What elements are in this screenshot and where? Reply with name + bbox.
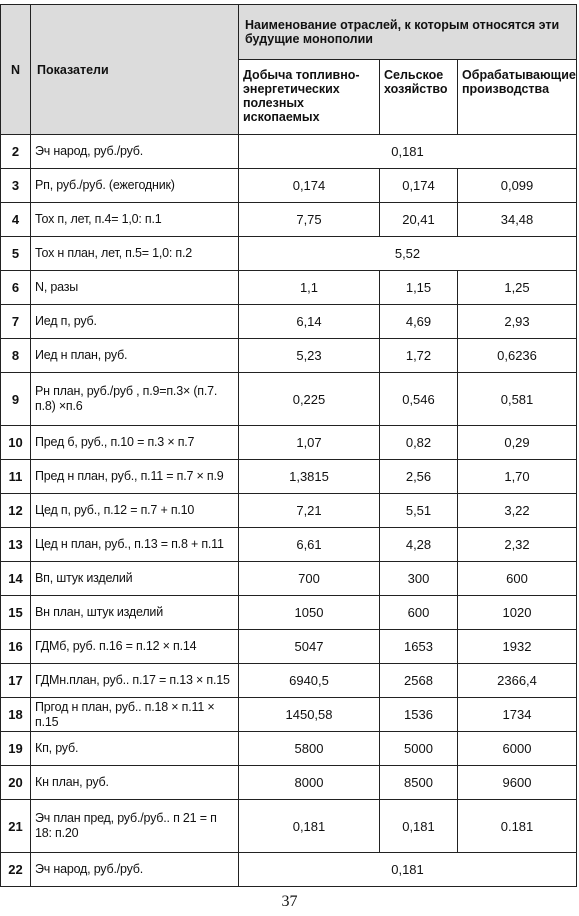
row-value-manufacturing: 2366,4: [458, 664, 577, 698]
row-value-agriculture: 1,15: [380, 271, 458, 305]
row-value-fuel-mining: 0,174: [239, 169, 380, 203]
row-value-merged: 0,181: [239, 135, 577, 169]
row-indicator: Иед н план, руб.: [31, 339, 239, 373]
row-value-agriculture: 0,546: [380, 373, 458, 426]
table-row: [1, 630, 577, 664]
row-indicator: Пред н план, руб., п.11 = п.7 × п.9: [31, 460, 239, 494]
row-value-fuel-mining: 700: [239, 562, 380, 596]
row-value-agriculture: 4,28: [380, 528, 458, 562]
row-value-fuel-mining: 5047: [239, 630, 380, 664]
row-value-agriculture: 8500: [380, 766, 458, 800]
table-row: [1, 766, 577, 800]
row-value-fuel-mining: 1050: [239, 596, 380, 630]
row-number: 14: [1, 562, 31, 596]
row-number: 2: [1, 135, 31, 169]
table-row: [1, 460, 577, 494]
header-col-fuel-mining: Добыча топливно-энергетических полезных ископаемых: [239, 60, 380, 135]
row-indicator: Вп, штук изделий: [31, 562, 239, 596]
row-indicator: Тох н план, лет, п.5= 1,0: п.2: [31, 237, 239, 271]
row-value-fuel-mining: 6,61: [239, 528, 380, 562]
header-industries: Наименование отраслей, к которым относятся эти будущие монополии: [239, 5, 577, 60]
row-value-manufacturing: 0,581: [458, 373, 577, 426]
row-value-merged: 0,181: [239, 853, 577, 887]
row-number: 20: [1, 766, 31, 800]
row-indicator: Цед н план, руб., п.13 = п.8 + п.11: [31, 528, 239, 562]
row-value-manufacturing: 34,48: [458, 203, 577, 237]
row-number: 6: [1, 271, 31, 305]
row-value-fuel-mining: 1,1: [239, 271, 380, 305]
row-indicator: Эч народ, руб./руб.: [31, 135, 239, 169]
table-row: [1, 135, 577, 169]
table-row: [1, 203, 577, 237]
row-value-fuel-mining: 7,75: [239, 203, 380, 237]
row-indicator: Иед п, руб.: [31, 305, 239, 339]
row-value-manufacturing: 0.181: [458, 800, 577, 853]
row-number: 21: [1, 800, 31, 853]
row-number: 13: [1, 528, 31, 562]
row-value-agriculture: 5,51: [380, 494, 458, 528]
row-number: 12: [1, 494, 31, 528]
row-value-manufacturing: 0,6236: [458, 339, 577, 373]
table-row: [1, 339, 577, 373]
row-value-manufacturing: 0,099: [458, 169, 577, 203]
row-number: 9: [1, 373, 31, 426]
row-value-fuel-mining: 6,14: [239, 305, 380, 339]
table-row: [1, 528, 577, 562]
row-value-agriculture: 300: [380, 562, 458, 596]
row-number: 7: [1, 305, 31, 339]
row-indicator: Пред б, руб., п.10 = п.3 × п.7: [31, 426, 239, 460]
row-number: 17: [1, 664, 31, 698]
row-value-agriculture: 1536: [380, 698, 458, 732]
row-value-fuel-mining: 5,23: [239, 339, 380, 373]
table-row: [1, 305, 577, 339]
row-value-fuel-mining: 1450,58: [239, 698, 380, 732]
row-indicator: ГДМб, руб. п.16 = п.12 × п.14: [31, 630, 239, 664]
row-indicator: ГДМн.план, руб.. п.17 = п.13 × п.15: [31, 664, 239, 698]
row-value-merged: 5,52: [239, 237, 577, 271]
row-value-manufacturing: 2,32: [458, 528, 577, 562]
row-indicator: Кп, руб.: [31, 732, 239, 766]
table-row: [1, 562, 577, 596]
row-value-agriculture: 2,56: [380, 460, 458, 494]
row-value-manufacturing: 1932: [458, 630, 577, 664]
row-value-fuel-mining: 6940,5: [239, 664, 380, 698]
row-value-agriculture: 0,174: [380, 169, 458, 203]
row-value-agriculture: 1,72: [380, 339, 458, 373]
row-number: 11: [1, 460, 31, 494]
row-number: 4: [1, 203, 31, 237]
row-value-agriculture: 2568: [380, 664, 458, 698]
row-value-agriculture: 20,41: [380, 203, 458, 237]
table-row: [1, 698, 577, 732]
table-row: [1, 169, 577, 203]
row-value-fuel-mining: 8000: [239, 766, 380, 800]
row-value-agriculture: 1653: [380, 630, 458, 664]
row-value-fuel-mining: 5800: [239, 732, 380, 766]
row-value-manufacturing: 1734: [458, 698, 577, 732]
row-value-manufacturing: 9600: [458, 766, 577, 800]
row-value-manufacturing: 6000: [458, 732, 577, 766]
row-value-manufacturing: 0,29: [458, 426, 577, 460]
table-row: [1, 373, 577, 426]
row-value-manufacturing: 1,25: [458, 271, 577, 305]
row-value-fuel-mining: 1,07: [239, 426, 380, 460]
table-row: [1, 596, 577, 630]
row-value-agriculture: 600: [380, 596, 458, 630]
row-value-manufacturing: 1020: [458, 596, 577, 630]
row-number: 5: [1, 237, 31, 271]
row-value-agriculture: 5000: [380, 732, 458, 766]
table-row: [1, 237, 577, 271]
row-number: 10: [1, 426, 31, 460]
row-indicator: Пргод н план, руб.. п.18 × п.11 × п.15: [31, 698, 239, 732]
row-indicator: Рп, руб./руб. (ежегодник): [31, 169, 239, 203]
table-row: [1, 271, 577, 305]
row-number: 8: [1, 339, 31, 373]
row-number: 18: [1, 698, 31, 732]
monopoly-indicators-table: [0, 4, 577, 887]
header-number: N: [1, 5, 31, 135]
page-number: 37: [281, 893, 298, 910]
row-indicator: Тох п, лет, п.4= 1,0: п.1: [31, 203, 239, 237]
row-number: 16: [1, 630, 31, 664]
table-row: [1, 664, 577, 698]
table-row: [1, 732, 577, 766]
row-indicator: N, разы: [31, 271, 239, 305]
row-value-fuel-mining: 0,225: [239, 373, 380, 426]
row-value-manufacturing: 600: [458, 562, 577, 596]
row-indicator: Эч народ, руб./руб.: [31, 853, 239, 887]
row-value-fuel-mining: 1,3815: [239, 460, 380, 494]
row-value-manufacturing: 1,70: [458, 460, 577, 494]
row-indicator: Цед п, руб., п.12 = п.7 + п.10: [31, 494, 239, 528]
row-value-manufacturing: 2,93: [458, 305, 577, 339]
row-number: 15: [1, 596, 31, 630]
table-row: [1, 494, 577, 528]
row-indicator: Эч план пред, руб./руб.. п 21 = п 18: п.20: [31, 800, 239, 853]
row-value-fuel-mining: 0,181: [239, 800, 380, 853]
row-indicator: Рн план, руб./руб , п.9=п.3× (п.7. п.8) ×п.6: [31, 373, 239, 426]
row-value-agriculture: 4,69: [380, 305, 458, 339]
table-row: [1, 853, 577, 887]
row-value-agriculture: 0,82: [380, 426, 458, 460]
header-indicators: Показатели: [31, 5, 239, 135]
row-value-fuel-mining: 7,21: [239, 494, 380, 528]
table-row: [1, 800, 577, 853]
row-value-agriculture: 0,181: [380, 800, 458, 853]
row-indicator: Вн план, штук изделий: [31, 596, 239, 630]
table-row: [1, 426, 577, 460]
header-col-agriculture: Сельское хозяйство: [380, 60, 458, 135]
row-number: 19: [1, 732, 31, 766]
row-number: 3: [1, 169, 31, 203]
row-value-manufacturing: 3,22: [458, 494, 577, 528]
row-number: 22: [1, 853, 31, 887]
header-col-manufacturing: Обрабатывающие производства: [458, 60, 577, 135]
row-indicator: Кн план, руб.: [31, 766, 239, 800]
